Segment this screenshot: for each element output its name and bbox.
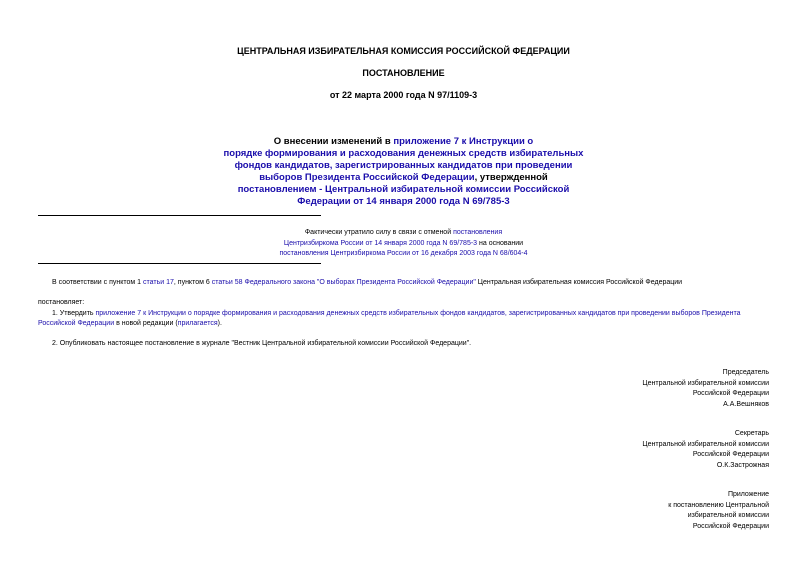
annex-line-3: избирательной комиссии — [687, 512, 769, 519]
title-line-3 — [0, 160, 807, 172]
title-link-line-4[interactable]: выборов Президента Российской Федерации — [259, 172, 475, 183]
title-link-annex[interactable]: приложение 7 к Инструкции о — [393, 136, 534, 147]
item-1-text-2: в новой редакции ( — [114, 320, 178, 327]
annex-line-2: к постановлению Центральной — [668, 501, 769, 509]
title-link-line-3[interactable]: фондов кандидатов, зарегистрированных кандидатов при проведении — [234, 160, 573, 171]
signature-name: О.К.Застрожная — [716, 461, 769, 469]
item-1-paragraph — [38, 309, 770, 329]
link-attached[interactable]: прилагается — [177, 320, 218, 327]
organization-heading: ЦЕНТРАЛЬНАЯ ИЗБИРАТЕЛЬНАЯ КОМИССИЯ РОССИЙСКОЙ ФЕДЕРАЦИИ — [237, 46, 570, 56]
item-1-text-3: ). — [217, 320, 222, 327]
annex-line-4: Российской Федерации — [692, 522, 769, 530]
link-article-17[interactable]: статьи 17 — [143, 279, 174, 286]
note-link-resolution[interactable]: постановления — [453, 229, 503, 236]
title-link-line-6[interactable]: Федерации от 14 января 2000 года N 69/785-3 — [297, 196, 510, 207]
note-text-2: на основании — [477, 239, 524, 247]
signature-name: А.А.Вешняков — [723, 400, 769, 408]
note-link-cec-resolution-2003[interactable]: постановления Центризбиркома России от 16 декабря 2003 года N 68/604-4 — [279, 250, 528, 257]
title-line-2 — [0, 148, 807, 160]
title-line-4-tail: , утвержденной — [474, 172, 548, 183]
signature-chair — [642, 368, 769, 410]
note-link-cec-resolution[interactable]: Центризбиркома России от 14 января 2000 года N 69/785-3 — [283, 239, 478, 247]
title-link-line-2[interactable]: порядке формирования и расходования денежных средств избирательных — [223, 148, 584, 159]
title-line-4 — [0, 172, 807, 184]
link-annex-7[interactable]: приложение 7 к Инструкции о порядке формирования и расходования денежных средств избирательных фондов кандидатов, зарегистрированных кандидатов при проведении выборов Президента Российской Федерации — [38, 310, 741, 327]
document-title — [0, 136, 807, 208]
document-date-heading: от 22 марта 2000 года N 97/1109-3 — [329, 90, 478, 100]
signature-org-line-2: Российской Федерации — [692, 451, 769, 458]
note-line-2 — [0, 239, 807, 250]
title-line-5 — [0, 184, 807, 196]
basis-text-2: , пунктом 6 — [173, 279, 212, 286]
title-link-line-5[interactable]: постановлением - Центральной избирательной комиссии Российской — [237, 184, 570, 195]
divider-top — [38, 215, 321, 216]
divider-bottom — [38, 263, 321, 264]
signature-org-line-1: Центральной избирательной комиссии — [642, 440, 769, 448]
signature-org-line-1: Центральной избирательной комиссии — [642, 379, 769, 387]
decides-paragraph: постановляет: — [38, 299, 85, 306]
basis-text-3: Центральная избирательная комиссия Российской Федерации — [475, 279, 683, 286]
note-line-1 — [0, 228, 807, 239]
annex-line-1: Приложение — [727, 491, 769, 498]
link-article-58-law[interactable]: статьи 58 Федерального закона "О выборах Президента Российской Федерации" — [211, 279, 476, 286]
validity-note — [0, 228, 807, 260]
note-line-3 — [0, 249, 807, 260]
signature-role: Председатель — [722, 369, 769, 376]
title-line-1 — [0, 136, 807, 148]
basis-text-1: В соответствии с пунктом 1 — [52, 279, 144, 286]
title-lead: О внесении изменений в — [273, 136, 394, 147]
document-type-heading: ПОСТАНОВЛЕНИЕ — [362, 68, 445, 78]
annex-header — [668, 490, 769, 532]
item-2-paragraph: 2. Опубликовать настоящее постановление в журнале "Вестник Центральной избирательной комиссии Российской Федерации". — [52, 340, 472, 347]
title-line-6 — [0, 196, 807, 208]
signature-org-line-2: Российской Федерации — [692, 390, 769, 397]
note-text-1: Фактически утратило силу в связи с отменой — [304, 229, 454, 236]
signature-role: Секретарь — [734, 430, 769, 437]
item-1-text-1: 1. Утвердить — [52, 310, 96, 317]
basis-paragraph — [52, 278, 772, 288]
signature-secretary — [642, 429, 769, 471]
